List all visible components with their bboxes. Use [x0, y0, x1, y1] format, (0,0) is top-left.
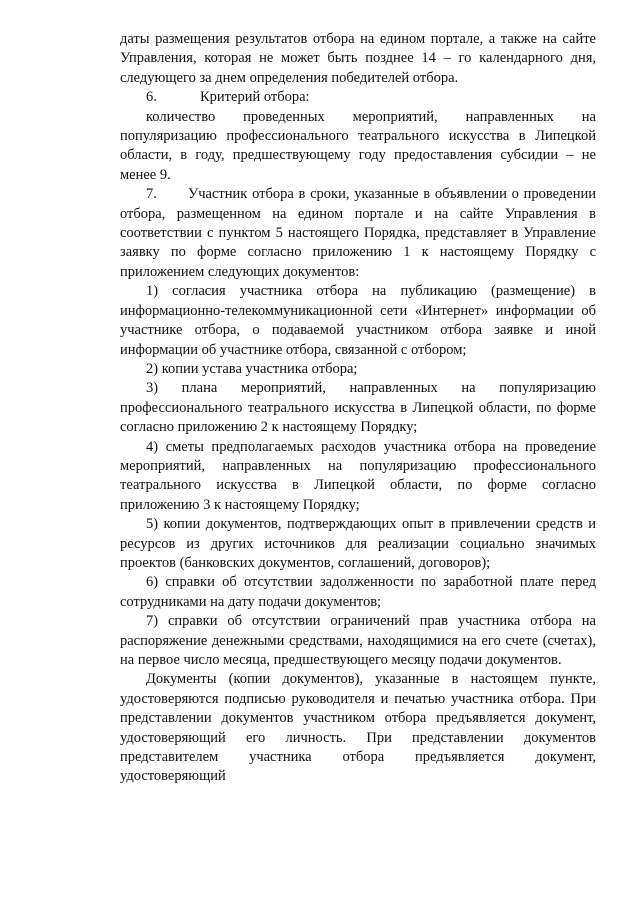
paragraph-continuation: даты размещения результатов отбора на едином портале, а также на сайте Управления, которая не может быть позднее 14 – го календарного дня, следующего за днем определения победителей отбора. [120, 31, 596, 86]
list-item-2: 2) копии устава участника отбора; [146, 360, 358, 377]
list-item-4: 4) сметы предполагаемых расходов участника отбора на проведение мероприятий, направленных на популяризацию профессионального театрального искусства в Липецкой области, по форме согласно приложению 3 к настоящему Порядку; [120, 438, 596, 513]
list-item-5: 5) копии документов, подтверждающих опыт в привлечении средств и ресурсов из других источников для реализации социально значимых проектов (банковских документов, соглашений, договоров); [120, 516, 596, 571]
paragraph-criterion: количество проведенных мероприятий, направленных на популяризацию профессионального театрального искусства в Липецкой области, в году, предшествующему году предоставления субсидии – не менее 9. [120, 108, 596, 183]
item-text: Критерий отбора: [200, 89, 310, 106]
list-item-1: 1) согласия участника отбора на публикацию (размещение) в информационно-телекоммуникационной сети «Интернет» информации об участнике отбора, о подаваемой участником отбора заявке и иной информации об участнике отбора, связанной с отбором; [120, 283, 596, 358]
paragraph-item-7 [120, 185, 596, 282]
paragraph-item-6 [120, 88, 596, 107]
item-number: 7. [146, 186, 157, 203]
list-item-3: 3) плана мероприятий, направленных на популяризацию профессионального театрального искусства в Липецкой области, по форме согласно приложению 2 к настоящему Порядку; [120, 380, 596, 436]
document-page [120, 30, 596, 787]
list-item-7: 7) справки об отсутствии ограничений прав участника отбора на распоряжение денежными средствами, находящимися на его счете (счетах), на первое число месяца, предшествующего месяцу подачи документов. [120, 613, 596, 668]
paragraph-documents: Документы (копии документов), указанные в настоящем пункте, удостоверяются подписью руководителя и печатью участника отбора. При представлении документов участником отбора предъявляется документ, удостоверяющий его личность. При представлении документов представителем участника отбора предъявляется документ, удостоверяющий [120, 671, 596, 785]
item-number: 6. [146, 89, 157, 106]
item-text: Участник отбора в сроки, указанные в объявлении о проведении отбора, размещенном на едином портале и на сайте Управления в соответствии с пунктом 5 настоящего Порядка, представляет в Управление заявку по форме согласно приложению 1 к настоящему Порядку с приложением следующих документов: [120, 186, 596, 280]
list-item-6: 6) справки об отсутствии задолженности по заработной плате перед сотрудниками на дату подачи документов; [120, 574, 596, 610]
